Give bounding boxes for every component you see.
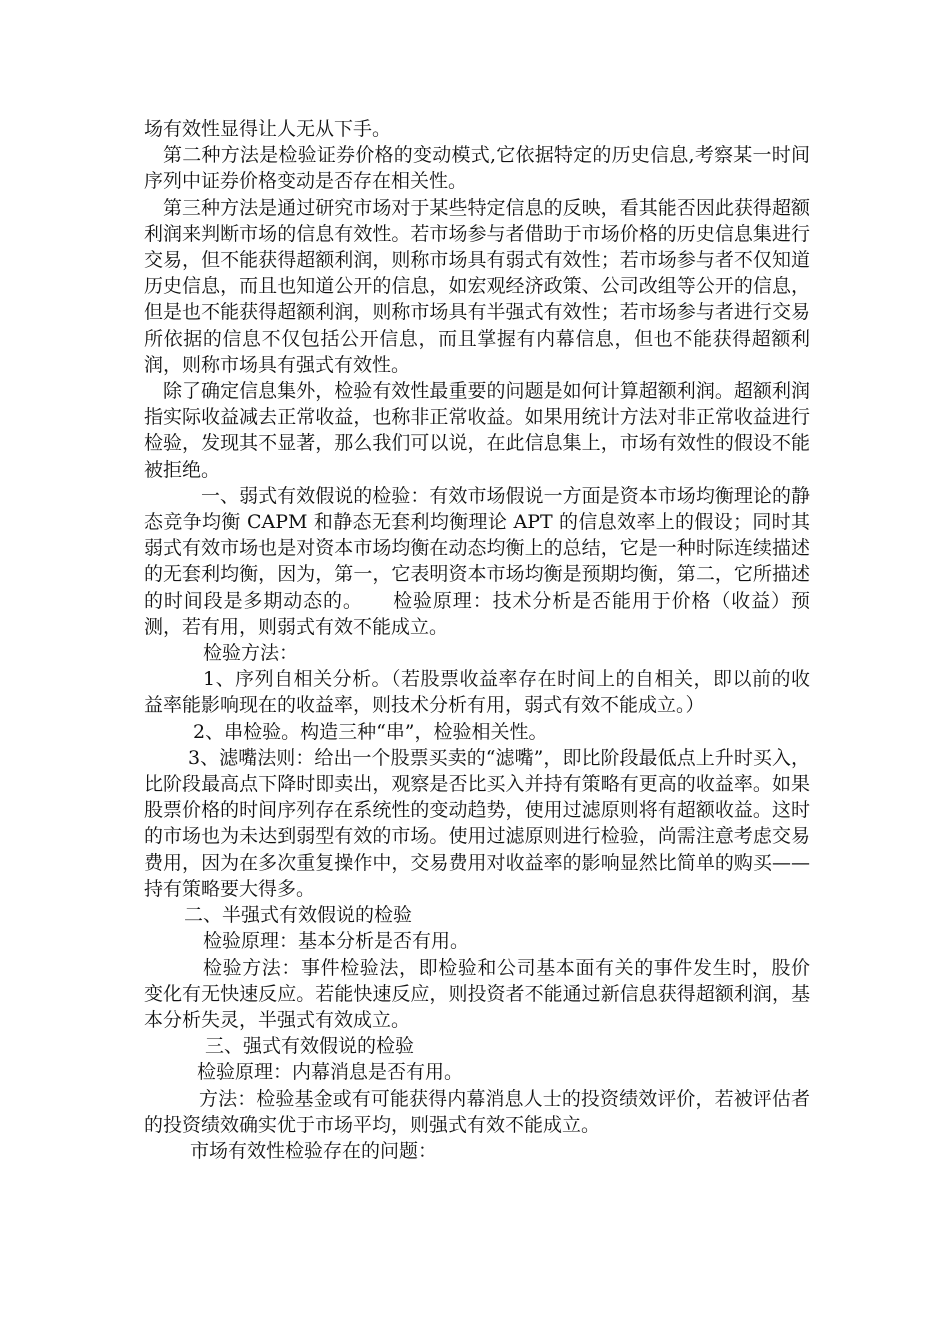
paragraph-method-2: 2、串检验。构造三种“串”，检验相关性。 [193,720,548,743]
paragraph-strong-method: 方法：检验基金或有可能获得内幕消息人士的投资绩效评价，若被评估者的投资绩效确实优于市场平均，则强式有效不能成立。 [144,1087,810,1136]
paragraph-method-3: 3、滤嘴法则：给出一个股票买卖的“滤嘴”，即比阶段最低点上升时买入，比阶段最高点下降时即卖出，观察是否比买入并持有策略有更高的收益率。如果股票价格的时间序列存在系统性的变动趋势，使用过滤原则将有超额收益。这时的市场也为未达到弱型有效的市场。使用过滤原则进行检验，尚需注意考虑交易费用，因为在多次重复操作中，交易费用对收益率的影响显然比简单的购买——持有策略要大得多。 [144,746,810,900]
paragraph-strong-principle: 检验原理：内幕消息是否有用。 [197,1061,464,1084]
paragraph-semi-strong-method: 检验方法：事件检验法，即检验和公司基本面有关的事件发生时，股价变化有无快速反应。若能快速反应，则投资者不能通过新信息获得超额利润，基本分析失灵，半强式有效成立。 [144,956,810,1031]
paragraph-1: 场有效性显得让人无从下手。 [144,118,392,140]
paragraph-3: 第三种方法是通过研究市场对于某些特定信息的反映，看其能否因此获得超额利润来判断市场的信息有效性。若市场参与者借助于市场价格的历史信息集进行交易，但不能获得超额利润，则称市场具有弱式有效性；若市场参与者不仅知道历史信息，而且也知道公开的信息，如宏观经济政策、公司改组等公开的信息，但是也不能获得超额利润，则称市场具有半强式有效性；若市场参与者进行交易所依据的信息不仅包括公开信息，而且掌握有内幕信息，但也不能获得超额利润，则称市场具有强式有效性。 [144,196,810,376]
document-body [144,116,810,1164]
paragraph-weak-form: 一、弱式有效假说的检验：有效市场假说一方面是资本市场均衡理论的静态竞争均衡 CAPM 和静态无套利均衡理论 APT 的信息效率上的假设；同时其弱式有效市场也是对资本市场均衡在动态均衡上的总结，它是一种时际连续描述的无套利均衡，因为，第一，它表明资本市场均衡是预期均衡，第二，它所描述的时间段是多期动态的。 检验原理：技术分析是否能用于价格（收益）预测，若有用，则弱式有效不能成立。 [144,484,810,638]
paragraph-4: 除了确定信息集外，检验有效性最重要的问题是如何计算超额利润。超额利润指实际收益减去正常收益，也称非正常收益。如果用统计方法对非正常收益进行检验，发现其不显著，那么我们可以说，在此信息集上，市场有效性的假设不能被拒绝。 [144,380,810,481]
paragraph-semi-strong-heading: 二、半强式有效假说的检验 [184,904,413,927]
paragraph-strong-heading: 三、强式有效假说的检验 [205,1035,415,1058]
paragraph-method-1: 1、序列自相关分析。（若股票收益率存在时间上的自相关，即以前的收益率能影响现在的收益率，则技术分析有用，弱式有效不能成立。） [144,668,810,717]
paragraph-semi-strong-principle: 检验原理：基本分析是否有用。 [203,930,470,953]
paragraph-problems: 市场有效性检验存在的问题： [190,1139,438,1162]
paragraph-2: 第二种方法是检验证券价格的变动模式,它依据特定的历史信息,考察某一时间序列中证券价格变动是否存在相关性。 [144,144,810,193]
paragraph-test-method-label: 检验方法： [203,642,299,665]
